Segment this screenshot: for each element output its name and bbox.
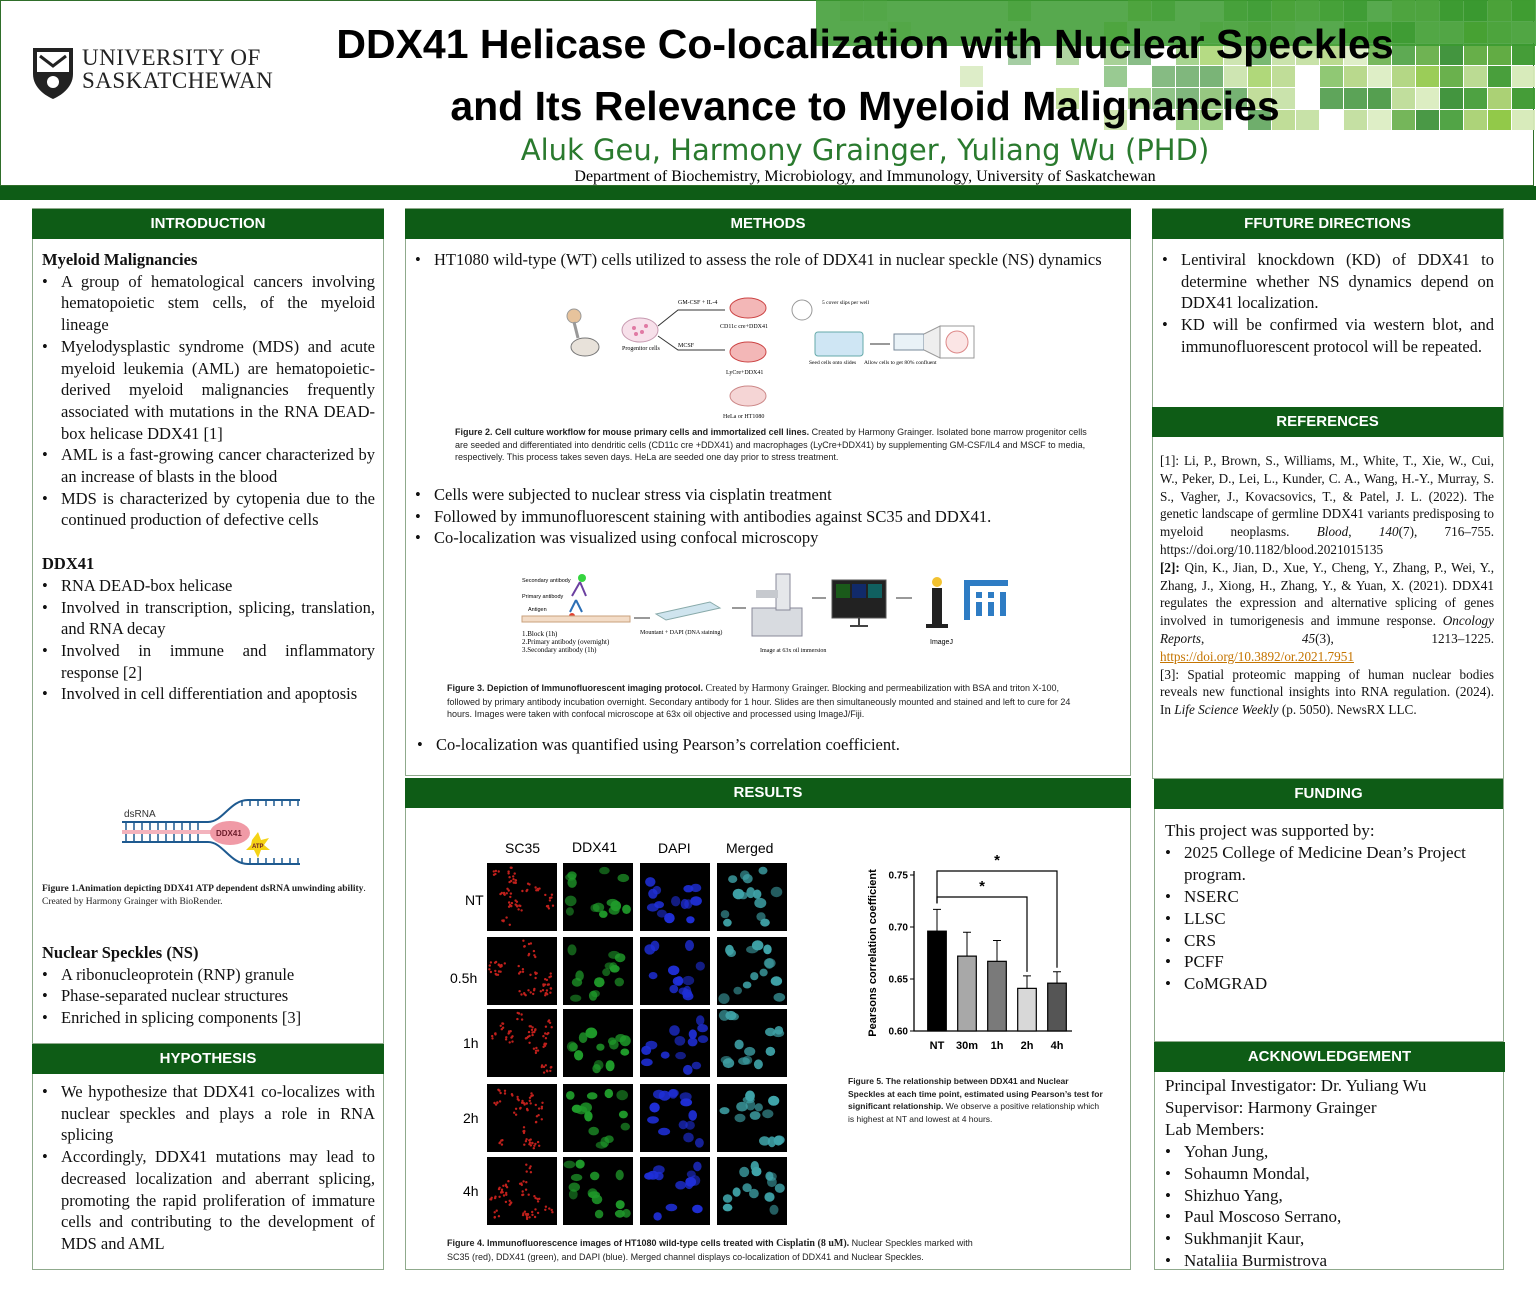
reference-3-journal: Life Science Weekly: [1174, 702, 1279, 718]
lab-members-list: [1165, 1141, 1497, 1272]
funding-intro: This project was supported by:: [1165, 821, 1375, 840]
list-item: • Co-localization was quantified using Pearson’s correlation coefficient.: [417, 734, 1123, 756]
secondary-antibody-label: Secondary antibody: [522, 578, 571, 584]
list-item: • A ribonucleoprotein (RNP) granule: [42, 964, 375, 986]
supervisor: Supervisor: Harmony Grainger: [1165, 1097, 1377, 1117]
microscopy-image-sc35-nt: [487, 863, 557, 931]
list-item: • LLSC: [1165, 908, 1497, 930]
bar-4h: [1048, 983, 1067, 1031]
list-item: • Shizhuo Yang,: [1165, 1185, 1497, 1207]
reference-3-text: [3]: Spatial proteomic mapping of human nuclear bodies reveals new functional insights into RNA regulation. (2024). In: [1160, 666, 1494, 718]
future-list: [1162, 249, 1494, 358]
monitor-icon: [832, 580, 886, 626]
error-bar: [963, 932, 971, 956]
microscopy-image-ddx41-nt: [563, 863, 633, 931]
ddx41-list: [42, 575, 375, 705]
figure-2-cell-culture-workflow: [560, 292, 1000, 424]
mouse-icon: [567, 309, 599, 356]
row-label-0-5h: 0.5h: [450, 970, 478, 986]
column-label-ddx41: DDX41: [572, 839, 618, 855]
row-label-nt: NT: [465, 892, 484, 908]
university-line-1: UNIVERSITY OF: [82, 45, 261, 70]
imagej-label: ImageJ: [930, 639, 953, 646]
reference-3: [1160, 666, 1494, 719]
funding-heading: FUNDING: [1154, 779, 1503, 809]
reference-3-tail: (p. 5050). NewsRX LLC.: [1278, 702, 1417, 718]
microscopy-image-sc35-2h: [487, 1084, 557, 1152]
row-label-4h: 4h: [463, 1183, 479, 1199]
list-item: • RNA DEAD-box helicase: [42, 575, 375, 597]
list-item: • Myelodysplastic syndrome (MDS) and acute myeloid leukemia (AML) are hematopoietic-derived myeloid malignancies frequently associated with mutations in the RNA DEAD-box helicase DDX41 [1]: [42, 336, 375, 445]
reference-1-text: [1]: Li, P., Brown, S., Williams, M., White, T., Xie, W., Cui, W., Peker, D., Lei, L., Kunder, C. A., Wang, H.-Y., Murray, S. S., Vagher, J., Kovacsovics, T., & Patel, J. L. (2022). The genetic landscape of germline DDX41 variants predisposing to myeloid neoplasms.: [1160, 453, 1494, 540]
poster-title-line-2: and Its Relevance to Myeloid Malignancies: [450, 83, 1280, 129]
error-bar: [993, 941, 1001, 962]
y-axis-label: Pearsons correlation coefficient: [867, 869, 879, 1037]
microscopy-image-merged-1h: [717, 1009, 787, 1077]
acknowledgement-heading: ACKNOWLEDGEMENT: [1154, 1042, 1505, 1072]
reference-1-volume: 140: [1378, 524, 1399, 540]
list-item: • Involved in immune and inflammatory response [2]: [42, 640, 375, 683]
future-directions-heading: FFUTURE DIRECTIONS: [1152, 209, 1503, 239]
microscopy-image-sc35-1h: [487, 1009, 557, 1077]
reference-2-volume: 45: [1301, 630, 1316, 646]
methods-list-3: [417, 734, 1123, 756]
ns-list: [42, 964, 375, 1029]
error-bar: [1023, 976, 1031, 988]
list-item: • Sukhmanjit Kaur,: [1165, 1228, 1497, 1250]
microscopy-image-dapi-0-5h: [640, 937, 710, 1005]
microscopy-image-merged-2h: [717, 1084, 787, 1152]
figure-2-caption-text: Created by Harmony Grainger. Isolated bone marrow progenitor cells are seeded and differentiated into dendritic cells (CD11c cre +DDX41) and macrophages (LyCre+DDX41) by supplementing GM-CSF/IL4 and MSCF to media, respectively. This process takes seven days. HeLa are seeded one day prior to stress treatment.: [455, 427, 1087, 462]
x-tick-label: 2h: [1020, 1040, 1034, 1052]
future-directions-body: [1162, 249, 1494, 358]
reference-2-number: [2]:: [1160, 559, 1180, 575]
introduction-body: [42, 249, 375, 705]
step-2-label: 2.Primary antibody (overnight): [522, 638, 610, 646]
x-tick-label: 1h: [990, 1040, 1004, 1052]
image-63x-label: Image at 63x oil immersion: [760, 648, 827, 654]
microscopy-image-sc35-0-5h: [487, 937, 557, 1005]
microscopy-image-merged-4h: [717, 1157, 787, 1225]
reference-2-journal: Oncology Reports: [1160, 613, 1494, 646]
list-item: • PCFF: [1165, 951, 1497, 973]
list-item: • Nataliia Burmistrova: [1165, 1250, 1497, 1272]
step-1-label: 1.Block (1h): [522, 630, 558, 638]
header-divider: [0, 186, 1536, 200]
myeloid-list: [42, 271, 375, 531]
fiji-icon: [964, 580, 1008, 620]
column-label-sc35: SC35: [505, 840, 541, 856]
list-item: • CRS: [1165, 930, 1497, 952]
list-item: • AML is a fast-growing cancer characterized by an increase of blasts in the blood: [42, 444, 375, 487]
error-bar: [1053, 972, 1061, 983]
ddx41-title: DDX41: [42, 554, 95, 574]
hypothesis-body: [42, 1081, 375, 1255]
methods-heading: METHODS: [405, 209, 1131, 239]
myeloid-title: Myeloid Malignancies: [42, 250, 198, 269]
reference-1-separator: ,: [1348, 524, 1379, 540]
list-item: • KD will be confirmed via western blot, and immunofluorescent protocol will be repeated.: [1162, 314, 1494, 357]
column-label-dapi: DAPI: [658, 840, 691, 856]
reference-2-doi-link[interactable]: https://doi.org/10.3892/or.2021.7951: [1160, 648, 1354, 664]
column-label-merged: Merged: [726, 840, 774, 856]
figure-1-caption: [42, 883, 377, 908]
poster-title-line-1: DDX41 Helicase Co-localization with Nuclear Speckles: [336, 21, 1394, 67]
microscopy-image-dapi-4h: [640, 1157, 710, 1225]
gm-csf-label: GM-CSF + IL-4: [678, 300, 718, 306]
microscopy-image-dapi-1h: [640, 1009, 710, 1077]
funding-list: [1165, 842, 1497, 995]
significance-star: *: [994, 852, 1000, 869]
figure-3-immunofluorescence-protocol: [520, 568, 1020, 668]
funding-body: [1165, 820, 1497, 995]
microscopy-image-ddx41-4h: [563, 1157, 633, 1225]
list-item: • Co-localization was visualized using confocal microscopy: [415, 527, 1121, 549]
figure-1-dsrna-label: dsRNA: [124, 809, 156, 820]
bar-2h: [1018, 988, 1037, 1031]
figure-2-caption-title: Figure 2. Cell culture workflow for mouse primary cells and immortalized cell lines.: [455, 427, 810, 437]
introduction-heading: INTRODUCTION: [32, 209, 384, 239]
list-item: • Accordingly, DDX41 mutations may lead to decreased localization and aberrant splicing, promoting the rapid proliferation of immature cells and contributing to the development of MDS and AML: [42, 1146, 375, 1255]
list-item: • MDS is characterized by cytopenia due to the continued production of defective cells: [42, 488, 375, 531]
microscopy-image-ddx41-1h: [563, 1009, 633, 1077]
reference-2: [1160, 559, 1494, 666]
figure-1-dsrna-unwinding: [118, 790, 308, 875]
list-item: • NSERC: [1165, 886, 1497, 908]
department: Department of Biochemistry, Microbiology, and Immunology, University of Saskatchewan: [574, 168, 1156, 185]
nuclear-speckles-section: [42, 942, 375, 1029]
y-tick-label: 0.75: [888, 870, 908, 882]
microscopy-image-dapi-2h: [640, 1084, 710, 1152]
figure-4-caption-treatment: Cisplatin (8 uM).: [776, 1238, 850, 1249]
reference-1-tail: (7), 716–755. https://doi.org/10.1182/blood.2021015135: [1160, 524, 1494, 557]
results-heading: RESULTS: [405, 778, 1131, 808]
reference-1-journal: Blood: [1316, 524, 1349, 540]
list-item: • Involved in transcription, splicing, translation, and RNA decay: [42, 597, 375, 640]
list-item: • Involved in cell differentiation and apoptosis: [42, 683, 375, 705]
figure-5-caption-text: We observe a positive relationship which is highest at NT and lowest at 4 hours.: [848, 1101, 1100, 1124]
university-line-2: SASKATCHEWAN: [82, 68, 274, 93]
progenitor-label: Progenitor cells: [622, 346, 660, 352]
microscopy-image-sc35-4h: [487, 1157, 557, 1225]
reference-2-tail: (3), 1213–1225.: [1315, 630, 1494, 646]
error-bar: [933, 909, 941, 931]
list-item: • 2025 College of Medicine Dean’s Project program.: [1165, 842, 1497, 886]
lab-members-label: Lab Members:: [1165, 1119, 1265, 1139]
authors: Aluk Geu, Harmony Grainger, Yuliang Wu (PHD): [520, 133, 1210, 167]
hypothesis-list: [42, 1081, 375, 1255]
mountant-label: Mountant + DAPI (DNA staining): [640, 630, 723, 636]
figure-3-caption-credit: Created by Harmony Grainger.: [703, 683, 830, 694]
list-item: • Phase-separated nuclear structures: [42, 985, 375, 1007]
y-tick-label: 0.60: [888, 1026, 908, 1038]
figure-1-caption-text: . Created by Harmony Grainger with BioRender.: [42, 884, 366, 907]
poster-header: [0, 0, 1536, 200]
references-body: [1160, 452, 1494, 719]
list-item: • We hypothesize that DDX41 co-localizes with nuclear speckles and plays a role in RNA splicing: [42, 1081, 375, 1146]
hypothesis-heading: HYPOTHESIS: [32, 1044, 384, 1074]
hela-label: HeLa or HT1080: [723, 414, 765, 420]
lycre-label: LyCre+DDX41: [726, 370, 764, 376]
imagej-icon: [926, 577, 948, 628]
methods-list-2: [415, 484, 1121, 549]
row-label-2h: 2h: [463, 1110, 479, 1126]
figure-1-caption-title: Figure 1.Animation depicting DDX41 ATP dependent dsRNA unwinding ability: [42, 884, 364, 894]
figure-3-caption: [447, 682, 1092, 721]
primary-antibody-label: Primary antibody: [522, 594, 564, 600]
figure-3-caption-title: Figure 3. Depiction of Immunofluorescent imaging protocol.: [447, 683, 704, 693]
bar-nt: [928, 931, 947, 1031]
list-item: • Sohaumn Mondal,: [1165, 1163, 1497, 1185]
y-tick-label: 0.70: [888, 922, 908, 934]
figure-3-caption-text: Blocking and permeabilization with BSA and triton X-100, followed by primary antibody incubation overnight. Secondary antibody for 1 hour. Slides are then simultaneously mounted and stained and left to cure for 24 hours. Images were taken with confocal microscope at 63x oil objective and processed using ImageJ/Fiji.: [447, 683, 1071, 719]
figure-4-caption-title: Figure 4. Immunofluorescence images of HT1080 wild-type cells treated with: [447, 1238, 777, 1248]
y-tick-label: 0.65: [888, 974, 908, 986]
university-name: [82, 46, 273, 92]
significance-bracket: [937, 897, 1027, 972]
antigen-label: Antigen: [528, 607, 547, 613]
list-item: • A group of hematological cancers involving hematopoietic stem cells, of the myeloid lineage: [42, 271, 375, 336]
list-item: • Paul Moscoso Serrano,: [1165, 1206, 1497, 1228]
acknowledgement-body: [1165, 1075, 1497, 1272]
references-heading: REFERENCES: [1152, 407, 1503, 437]
mcsf-label: MCSF: [678, 343, 695, 349]
significance-star: *: [979, 878, 985, 895]
slips-label: 5 cover slips per well: [822, 300, 870, 306]
crest-icon: [30, 44, 76, 100]
figure-2-caption: [455, 426, 1095, 464]
microscopy-image-ddx41-2h: [563, 1084, 633, 1152]
figure-5-caption: [848, 1075, 1103, 1125]
figure-1-atp-label: ATP: [252, 844, 264, 850]
reference-2-separator: ,: [1201, 630, 1302, 646]
seed-label: Seed cells onto slides: [809, 360, 857, 366]
step-3-label: 3.Secondary antibody (1h): [522, 646, 597, 654]
reference-2-text: Qin, K., Jian, D., Xue, Y., Cheng, Y., Zhang, P., Wei, Y., Zhang, J., Xiong, H., Zhang, Y., & Yuan, X. (2021). DDX41 regulates the expression and alternative splicing of genes involved in tumorigenesis and immune response.: [1160, 559, 1494, 629]
methods-list-1: [415, 249, 1121, 271]
microscopy-image-merged-nt: [717, 863, 787, 931]
methods-item-3: [417, 734, 1123, 756]
microscope-icon: [752, 574, 802, 636]
list-item: • Yohan Jung,: [1165, 1141, 1497, 1163]
list-item: • HT1080 wild-type (WT) cells utilized to assess the role of DDX41 in nuclear speckle (NS) dynamics: [415, 249, 1121, 271]
reference-1: [1160, 452, 1494, 559]
list-item: • CoMGRAD: [1165, 973, 1497, 995]
methods-item-1: [415, 249, 1121, 271]
ns-title: Nuclear Speckles (NS): [42, 943, 199, 962]
principal-investigator: Principal Investigator: Dr. Yuliang Wu: [1165, 1076, 1427, 1095]
list-item: • Enriched in splicing components [3]: [42, 1007, 375, 1029]
microscopy-image-ddx41-0-5h: [563, 937, 633, 1005]
university-logo: [30, 44, 274, 104]
microscopy-image-merged-0-5h: [717, 937, 787, 1005]
figure-4-caption: [447, 1237, 992, 1263]
row-label-1h: 1h: [463, 1035, 479, 1051]
figure-5-caption-title: Figure 5. The relationship between DDX41 and Nuclear Speckles at each time point, estimated using Pearson’s test for significant relationship.: [848, 1076, 1103, 1111]
list-item: • Lentiviral knockdown (KD) of DDX41 to determine whether NS dynamics depend on DDX41 localization.: [1162, 249, 1494, 314]
microscopy-image-dapi-nt: [640, 863, 710, 931]
bar-1h: [988, 961, 1007, 1031]
cd11c-label: CD11c cre+DDX41: [720, 324, 768, 330]
list-item: • Cells were subjected to nuclear stress via cisplatin treatment: [415, 484, 1121, 506]
methods-items-2: [415, 484, 1121, 549]
list-item: • Followed by immunofluorescent staining with antibodies against SC35 and DDX41.: [415, 506, 1121, 528]
x-tick-label: 4h: [1050, 1040, 1064, 1052]
x-tick-label: NT: [929, 1040, 945, 1052]
allow-label: Allow cells to get 80% confluent: [864, 360, 937, 366]
figure-5-pearson-bar-chart: [858, 845, 1078, 1060]
x-tick-label: 30m: [955, 1040, 979, 1052]
figure-4-caption-text: Nuclear Speckles marked with SC35 (red), DDX41 (green), and DAPI (blue). Merged channel displays co-localization of DDX41 and Nuclear Speckles.: [447, 1238, 973, 1262]
figure-1-ddx41-label: DDX41: [216, 829, 242, 838]
bar-30m: [958, 956, 977, 1031]
